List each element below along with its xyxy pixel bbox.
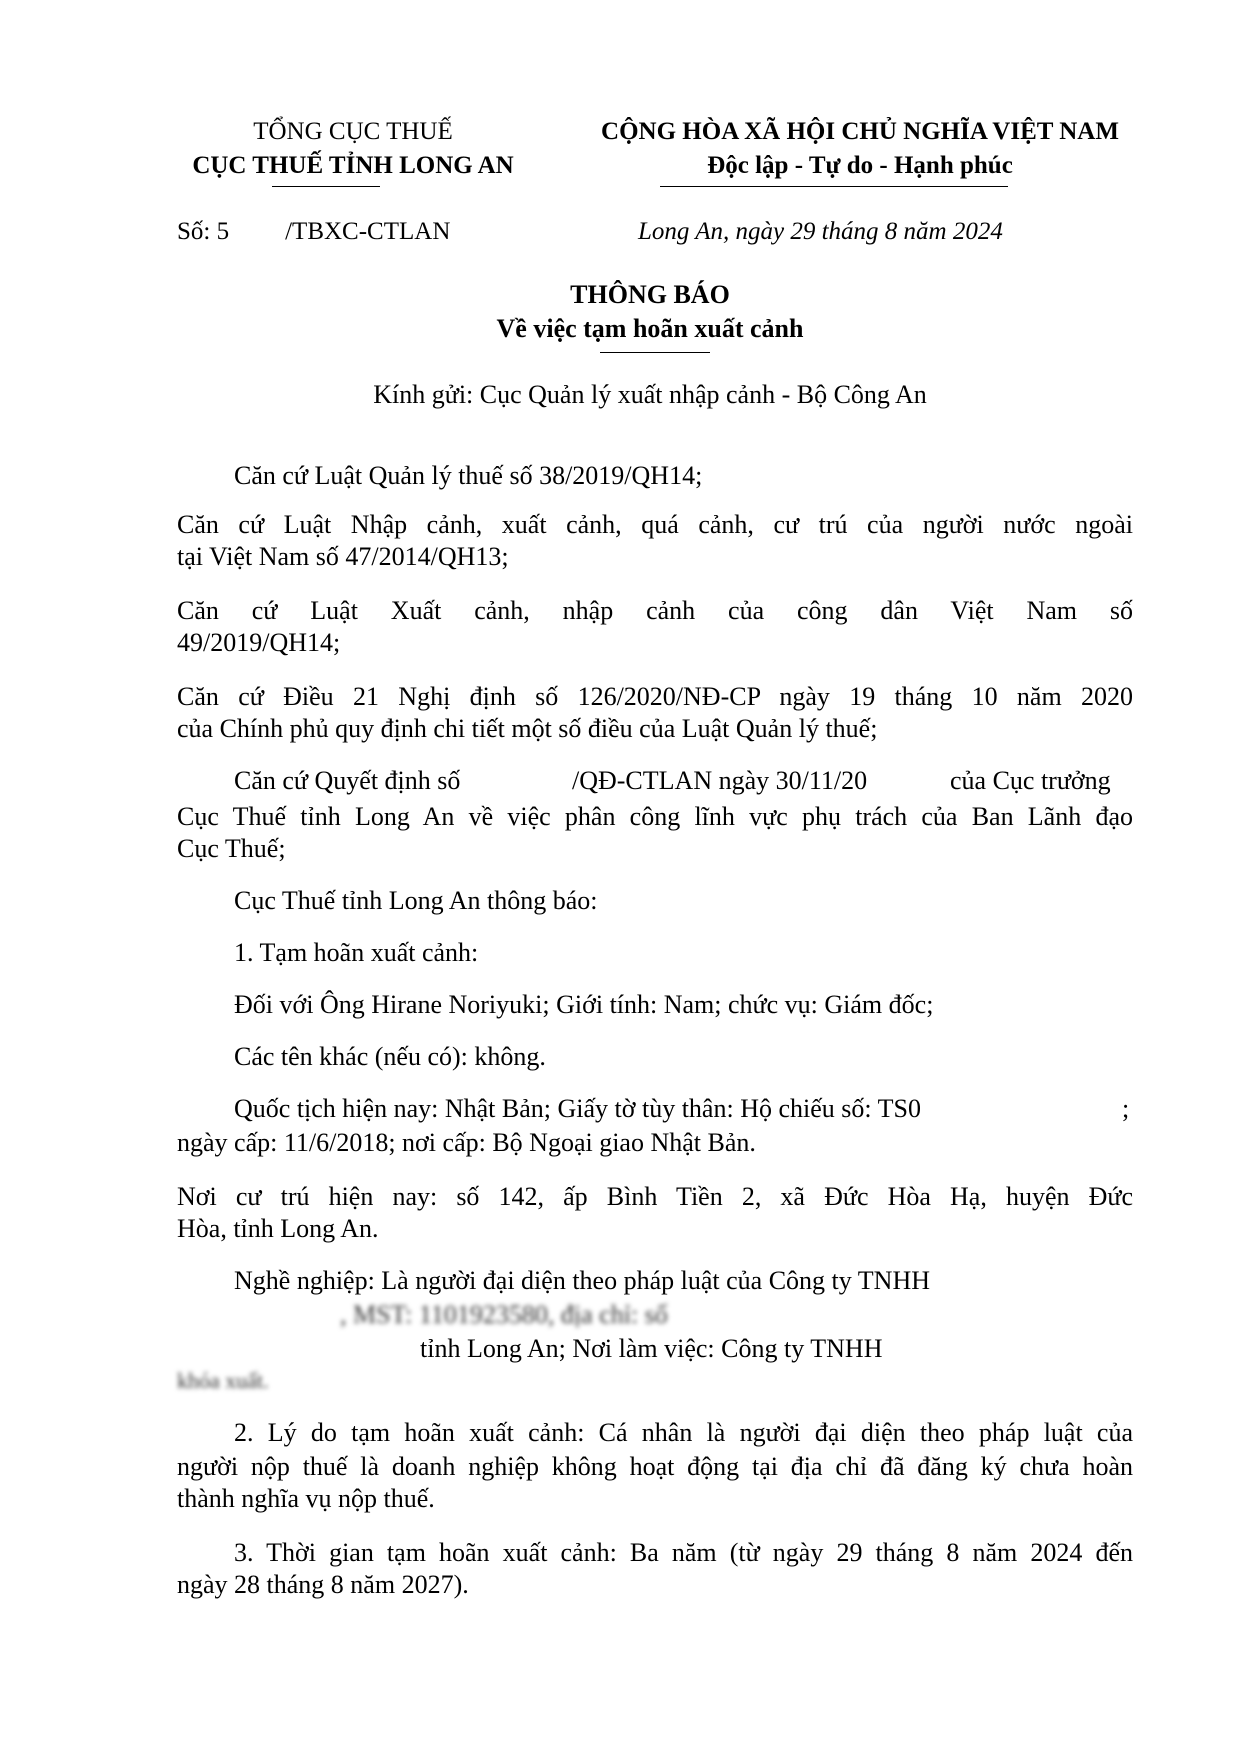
residence-line-2: Hòa, tỉnh Long An. — [177, 1214, 379, 1243]
aliases: Các tên khác (nếu có): không. — [234, 1042, 546, 1071]
section-2-line-1: 2. Lý do tạm hoãn xuất cảnh: Cá nhân là người đại diện theo pháp luật của — [234, 1418, 1133, 1447]
person-info: Đối với Ông Hirane Noriyuki; Giới tính: Nam; chức vụ: Giám đốc; — [234, 990, 934, 1019]
motto-underline — [660, 186, 1008, 187]
agency-parent: TỔNG CỤC THUẾ — [253, 118, 453, 145]
subject-underline — [600, 352, 710, 353]
nation-name: CỘNG HÒA XÃ HỘI CHỦ NGHĨA VIỆT NAM — [601, 118, 1119, 145]
document-number — [177, 218, 450, 246]
place-date: Long An, ngày 29 tháng 8 năm 2024 — [638, 218, 1003, 245]
nationality-line-1-end: ; — [1122, 1094, 1130, 1123]
basis-5-line-1b: /QĐ-CTLAN ngày 30/11/20 — [572, 766, 868, 795]
section-3-line-2: ngày 28 tháng 8 năm 2027). — [177, 1570, 469, 1599]
announcement: Cục Thuế tỉnh Long An thông báo: — [234, 886, 598, 915]
document-number-prefix: Số: 5 — [177, 218, 230, 245]
basis-3-line-1: Căn cứ Luật Xuất cảnh, nhập cảnh của công dân Việt Nam số — [177, 596, 1133, 625]
section-1-heading: 1. Tạm hoãn xuất cảnh: — [234, 938, 479, 967]
document-subject: Về việc tạm hoãn xuất cảnh — [496, 314, 804, 343]
national-motto: Độc lập - Tự do - Hạnh phúc — [707, 152, 1013, 179]
basis-2-line-2: tại Việt Nam số 47/2014/QH13; — [177, 542, 509, 571]
section-2-line-2: người nộp thuế là doanh nghiệp không hoạt động tại địa chỉ đã đăng ký chưa hoàn — [177, 1452, 1133, 1481]
section-3-line-1: 3. Thời gian tạm hoãn xuất cảnh: Ba năm (từ ngày 29 tháng 8 năm 2024 đến — [234, 1538, 1133, 1567]
basis-4-line-1: Căn cứ Điều 21 Nghị định số 126/2020/NĐ-CP ngày 19 tháng 10 năm 2020 — [177, 682, 1133, 711]
section-2-line-3: thành nghĩa vụ nộp thuế. — [177, 1484, 435, 1513]
agency-name: CỤC THUẾ TỈNH LONG AN — [192, 152, 514, 179]
basis-5-line-2: Cục Thuế tỉnh Long An về việc phân công lĩnh vực phụ trách của Ban Lãnh đạo — [177, 802, 1133, 831]
basis-5-line-3: Cục Thuế; — [177, 834, 286, 863]
occupation-line-1: Nghề nghiệp: Là người đại diện theo pháp luật của Công ty TNHH — [234, 1266, 930, 1295]
basis-5-line-1a: Căn cứ Quyết định số — [234, 766, 461, 795]
basis-2-line-1: Căn cứ Luật Nhập cảnh, xuất cảnh, quá cảnh, cư trú của người nước ngoài — [177, 510, 1133, 539]
occupation-line-4: khóa xuất. — [177, 1368, 269, 1393]
nationality-line-1: Quốc tịch hiện nay: Nhật Bản; Giấy tờ tùy thân: Hộ chiếu số: TS0 — [234, 1094, 921, 1123]
occupation-line-3: tỉnh Long An; Nơi làm việc: Công ty TNHH — [420, 1334, 883, 1363]
basis-5-line-1c: của Cục trưởng — [950, 766, 1111, 795]
recipient: Kính gửi: Cục Quản lý xuất nhập cảnh - Bộ Công An — [373, 380, 927, 409]
document-number-suffix: /TBXC-CTLAN — [285, 218, 451, 245]
basis-1: Căn cứ Luật Quản lý thuế số 38/2019/QH14; — [234, 461, 703, 490]
document-title: THÔNG BÁO — [570, 280, 730, 309]
residence-line-1: Nơi cư trú hiện nay: số 142, ấp Bình Tiền 2, xã Đức Hòa Hạ, huyện Đức — [177, 1182, 1133, 1211]
nationality-line-2: ngày cấp: 11/6/2018; nơi cấp: Bộ Ngoại giao Nhật Bản. — [177, 1128, 756, 1157]
basis-4-line-2: của Chính phủ quy định chi tiết một số điều của Luật Quản lý thuế; — [177, 714, 878, 743]
basis-3-line-2: 49/2019/QH14; — [177, 628, 341, 657]
occupation-line-2: , MST: 1101923580, địa chỉ: số — [340, 1300, 668, 1329]
agency-underline — [272, 186, 380, 187]
